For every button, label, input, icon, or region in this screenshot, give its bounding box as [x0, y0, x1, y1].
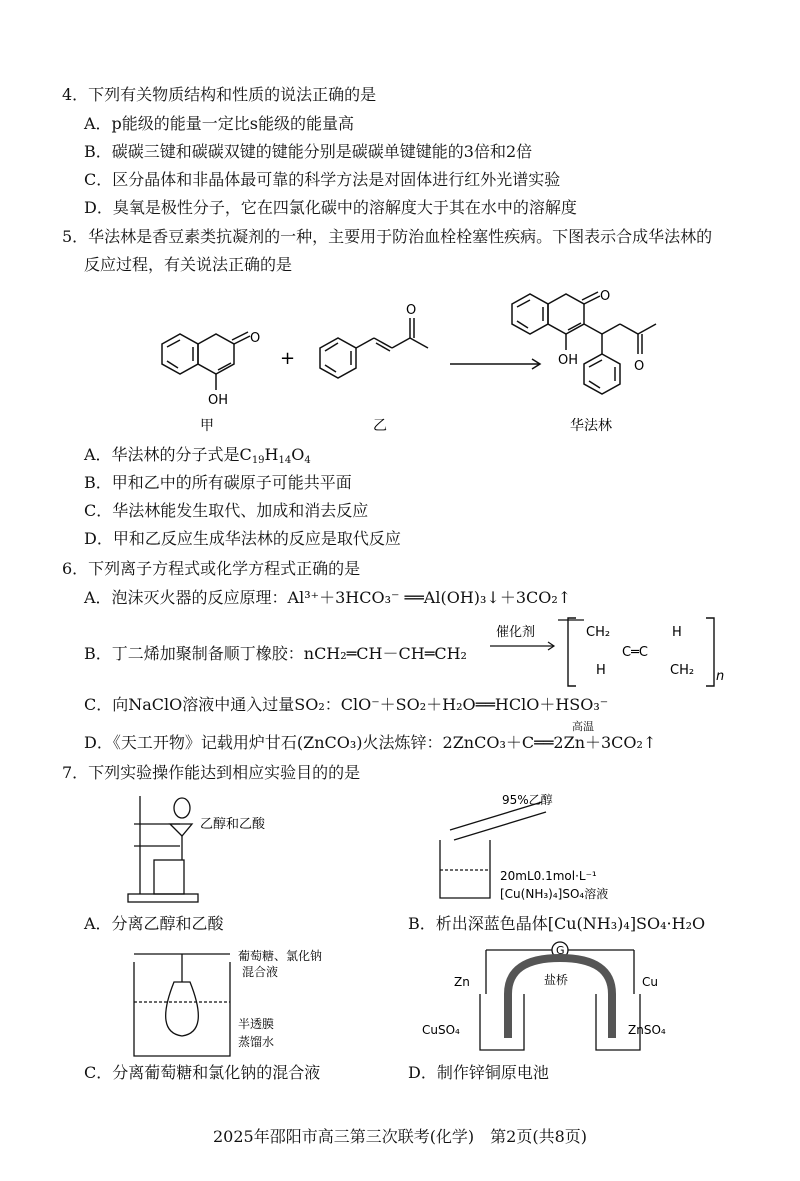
- jia-oh: OH: [208, 393, 229, 408]
- q5-stem-line1: 5．华法林是香豆素类抗凝剂的一种，主要用于防治血栓栓塞性疾病。下图表示合成华法林的: [62, 227, 713, 246]
- q4-option-a: A．p能级的能量一定比s能级的能量高: [84, 114, 355, 133]
- jia-oxygen: O: [250, 331, 261, 346]
- product-ketone-oxygen: O: [634, 359, 645, 374]
- q6-option-b: B．丁二烯加聚制备顺丁橡胶：nCH₂═CH－CH═CH₂: [84, 644, 467, 663]
- figure-d-cu: Cu: [642, 975, 658, 989]
- product-lactone-ring: [548, 294, 584, 334]
- ch2-right: CH₂: [670, 663, 695, 678]
- q4-option-b: B．碳碳三键和碳碳双键的键能分别是碳碳单键键能的3倍和2倍: [84, 142, 533, 161]
- left-bracket: [568, 618, 576, 686]
- product-oh: OH: [558, 353, 579, 368]
- figure-c-label-mixture: 混合液: [242, 965, 279, 979]
- q7-option-d: D．制作锌铜原电池: [408, 1063, 549, 1082]
- q4-stem: 4．下列有关物质结构和性质的说法正确的是: [62, 85, 377, 104]
- figure-d-zn: Zn: [454, 975, 470, 989]
- q7-option-a: A．分离乙醇和乙酸: [84, 914, 224, 933]
- q4-option-c: C．区分晶体和非晶体最可靠的科学方法是对固体进行红外光谱实验: [84, 170, 561, 189]
- figure-d-cuso4: CuSO₄: [422, 1023, 460, 1037]
- page-footer: 2025年邵阳市高三第三次联考(化学) 第2页(共8页): [212, 1127, 588, 1146]
- q6-stem: 6．下列离子方程式或化学方程式正确的是: [62, 559, 361, 578]
- q5-option-c: C．华法林能发生取代、加成和消去反应: [84, 501, 369, 520]
- label-jia: 甲: [200, 418, 214, 434]
- figure-d-g: G: [556, 944, 565, 957]
- q7-option-c: C．分离葡萄糖和氯化钠的混合液: [84, 1063, 321, 1082]
- q5-option-d: D．甲和乙反应生成华法林的反应是取代反应: [84, 529, 401, 548]
- q6-d-condition: 高温: [572, 720, 594, 733]
- q7-option-b: B．析出深蓝色晶体[Cu(NH₃)₄]SO₄·H₂O: [408, 914, 706, 933]
- figure-b-crystallization: [430, 790, 670, 910]
- yi-oxygen: O: [406, 303, 417, 318]
- product-oxygen: O: [600, 289, 611, 304]
- warfarin-reaction-scheme: [140, 282, 740, 442]
- ch2-left: CH₂: [586, 625, 611, 640]
- catalyst-label: 催化剂: [496, 625, 536, 640]
- label-warfarin: 华法林: [570, 418, 612, 434]
- q7-stem: 7．下列实验操作能达到相应实验目的的是: [62, 763, 361, 782]
- figure-d-znso4: ZnSO₄: [628, 1023, 666, 1037]
- figure-c-label-membrane: 半透膜: [238, 1017, 275, 1031]
- figure-c-label-water: 蒸馏水: [238, 1035, 275, 1049]
- jia-lactone-ring: [198, 334, 234, 374]
- q5-stem-line2: 反应过程，有关说法正确的是: [84, 255, 293, 274]
- figure-a-label: 乙醇和乙酸: [200, 817, 266, 832]
- q6-option-a: A．泡沫灭火器的反应原理：Al³⁺＋3HCO₃⁻ ══Al(OH)₃↓＋3CO₂↑: [84, 588, 572, 607]
- figure-c-label-glucose: 葡萄糖、氯化钠: [238, 949, 323, 963]
- figure-b-label-concentration: 20mL0.1mol·L⁻¹: [500, 869, 597, 883]
- h-left: H: [596, 663, 606, 678]
- double-bond-cc: C═C: [622, 645, 648, 660]
- q6-option-c: C．向NaClO溶液中通入过量SO₂：ClO⁻＋SO₂＋H₂O══HClO＋HSO₃⁻: [84, 695, 609, 714]
- figure-b-label-solution: [Cu(NH₃)₄]SO₄溶液: [500, 887, 609, 901]
- figure-a-distillation: [120, 790, 340, 910]
- q6-option-d: D．《天工开物》记载用炉甘石(ZnCO₃)火法炼锌：2ZnCO₃＋C══2Zn＋3CO₂↑: [84, 733, 657, 752]
- plus-sign: +: [280, 348, 296, 369]
- figure-d-galvanic-cell: [420, 934, 680, 1058]
- q5-option-b: B．甲和乙中的所有碳原子可能共平面: [84, 473, 352, 492]
- q4-option-d: D．臭氧是极性分子，它在四氯化碳中的溶解度大于其在水中的溶解度: [84, 198, 577, 217]
- figure-b-label-ethanol: 95%乙醇: [502, 793, 553, 807]
- right-bracket: [706, 618, 714, 686]
- h-right: H: [672, 625, 682, 640]
- figure-d-salt-bridge: 盐桥: [544, 973, 569, 987]
- n-subscript: n: [716, 669, 725, 684]
- q6-b-product-structure: [488, 612, 728, 692]
- q5-option-a: A．华法林的分子式是$C_{19}H_{14}O_4$: [84, 445, 311, 466]
- figure-c-dialysis: [130, 942, 330, 1062]
- label-yi: 乙: [373, 418, 387, 434]
